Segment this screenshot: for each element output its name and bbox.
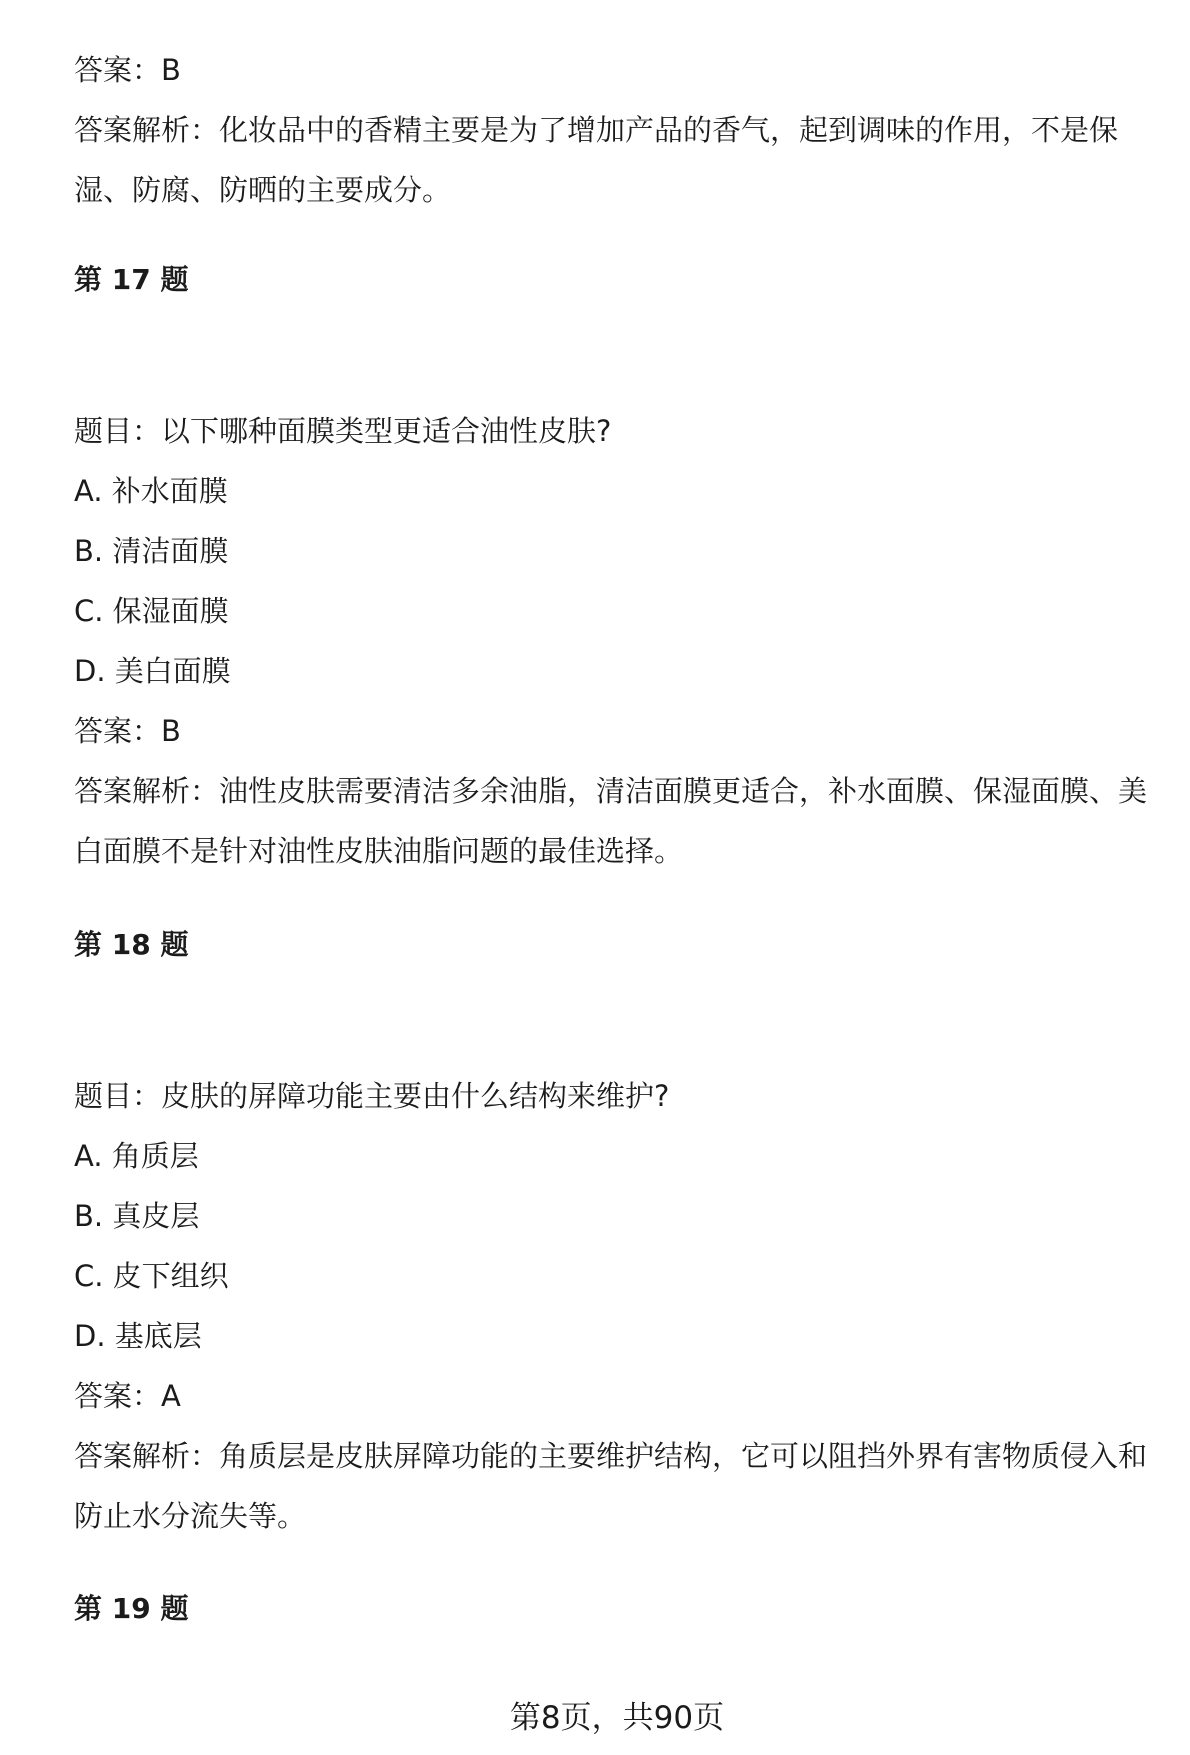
option-a: A. 角质层 bbox=[74, 1139, 199, 1173]
question-prompt: 题目：皮肤的屏障功能主要由什么结构来维护? bbox=[74, 1079, 670, 1113]
question-answer: 答案：A bbox=[74, 1379, 181, 1413]
previous-explanation: 答案解析：化妆品中的香精主要是为了增加产品的香气，起到调味的作用，不是保湿、防腐、防晒的主要成分。 bbox=[74, 113, 1119, 207]
question-18 bbox=[74, 915, 1160, 1546]
question-explanation: 答案解析：油性皮肤需要清洁多余油脂，清洁面膜更适合，补水面膜、保湿面膜、美白面膜不是针对油性皮肤油脂问题的最佳选择。 bbox=[74, 774, 1148, 868]
question-heading: 第 18 题 bbox=[74, 928, 189, 961]
page-content bbox=[74, 40, 1160, 1639]
option-b: B. 清洁面膜 bbox=[74, 534, 229, 568]
question-17 bbox=[74, 250, 1160, 881]
option-d: D. 基底层 bbox=[74, 1319, 202, 1353]
page-number-footer: 第8页，共90页 bbox=[509, 1700, 725, 1736]
previous-answer: 答案：B bbox=[74, 53, 181, 87]
question-heading: 第 17 题 bbox=[74, 263, 189, 296]
question-heading: 第 19 题 bbox=[74, 1592, 189, 1625]
question-prompt: 题目：以下哪种面膜类型更适合油性皮肤? bbox=[74, 414, 612, 448]
question-explanation: 答案解析：角质层是皮肤屏障功能的主要维护结构，它可以阻挡外界有害物质侵入和防止水分流失等。 bbox=[74, 1439, 1148, 1533]
option-c: C. 皮下组织 bbox=[74, 1259, 229, 1293]
option-a: A. 补水面膜 bbox=[74, 474, 228, 508]
option-c: C. 保湿面膜 bbox=[74, 594, 229, 628]
question-answer: 答案：B bbox=[74, 714, 181, 748]
question-19 bbox=[74, 1579, 1160, 1639]
option-d: D. 美白面膜 bbox=[74, 654, 231, 688]
option-b: B. 真皮层 bbox=[74, 1199, 200, 1233]
